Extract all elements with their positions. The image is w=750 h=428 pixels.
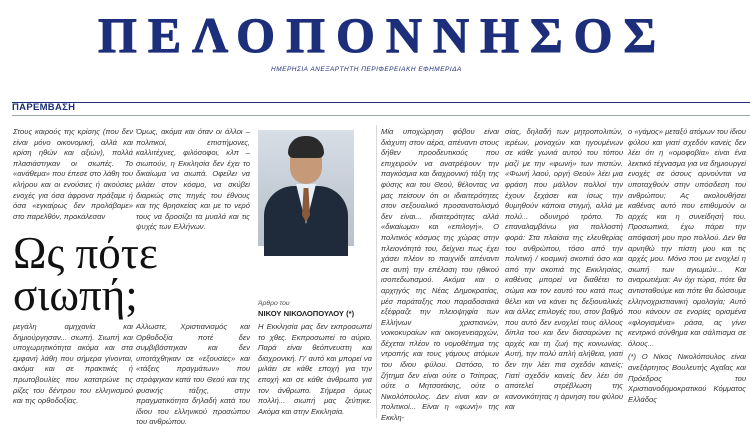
article-column-4 (381, 127, 499, 423)
article-column-6 (628, 127, 746, 417)
section-rule-lower (12, 115, 750, 116)
author-byline: ΝΙΚΟΥ ΝΙΚΟΛΟΠΟΥΛΟΥ (*) (258, 309, 355, 318)
article-paragraph: ο «γάμος» μεταξύ ατόμων του ίδιου φύλου και γιατί σχεδόν κανείς δεν λέει ότι η «ομοφοβία» είναι ένα λεκτικό τέχνασμα για να δημιουργεί ενοχές σε όσους αρνούνται να υποταχθούν στην υπόσδεση του ανθρώπου; Ας ακολουθήσει καθένας αυτό που επιθυμούν οι αρχές και η συνείδησή του. Προσωπικά, έχω πάρει την απόφασή μου προ πολλού. Δεν θα αρνηθώ την πίστη μου και τις αρχές μου. Μόνο που με ενοχλεί η σιωπή των αγιωμών... Και αναρωτιέμαι: Αν όχι τώρα, πότε θα αντισταθούμε και πότε θα δώσουμε ελληνοχριστιανική ομολογία; Αυτό που κάνουν σε ενορίες ορισμένα «φλογισμένα» ράσα, ας γίνει κεντρικό σύνθημα και σάλπισμα σε όλους... (628, 127, 746, 348)
article-column-5 (505, 127, 623, 417)
article-paragraph: Αλλωστε, Χριστιανισμός και Ορθοδοξία ποτέ δεν συμβιβάστηκαν και δεν υποτάχθηκαν σε «εξουσίες» και «τάξεις πραγμάτων» που στράφηκαν κατά του Θεού και της φυσικής τάξης, στην πραγματικότητα δηλαδή κατά του ίδιου του ελληνικού προσώπου του ανθρώπου. (136, 322, 250, 427)
article-headline: Ως πότε σιωπή; (13, 228, 158, 320)
article-paragraph: Στους καιρούς της κρίσης (που δεν είναι μόνο οικονομική, αλλά και κρίση ηθών και αξιών), πολλά πλασιάστηκαν οι σιωπές. Το «ανάθεμα» που έπεσε στο λάθη του κλήρου και οι ενούσιες ή ακούσιες ενοχές για όσα άφρονα πράξαμε ή όσα «εγκαίρως δεν προλάβαμε» στο παρελθόν, προκάλεσαν (13, 127, 133, 221)
column-divider (376, 125, 377, 418)
article-column-1-top (13, 127, 133, 227)
article-column-2-bottom (136, 322, 250, 427)
article-column-3-bottom (258, 322, 372, 418)
author-note: (*) Ο Νίκος Νικολόπουλος είναι ανεξάρτητος Βουλευτής Αχαΐας και Πρόεδρος του Χριστιανοδημοκρατικού Κόμματος Ελλάδος (628, 352, 746, 404)
photo-caption: Άρθρο του (258, 300, 290, 307)
author-photo (258, 130, 354, 246)
section-label: ΠΑΡΕΜΒΑΣΗ (12, 102, 76, 113)
newspaper-title: ΠΕΛΟΠΟΝΝΗΣΟΣ (98, 7, 668, 63)
article-paragraph: Όμως, ακόμα και όταν οι άλλοι – πολιτικοί, επιστήμονες, καλλιτέχνες, φιλόσοφοι, κλπ – σιωπούν, η Εκκλησία δεν έχει το δικαίωμα να σιωπά. Οφείλει να μιλάει στον κόσμο, να σκύβει διαρκώς στις πηγές του έθνους και της θρησκείας και με το νερό τους να δροσίζει τα μυαλά και τις ψυχές των Ελλήνων. (136, 127, 250, 232)
article-paragraph: Η Εκκλησία μας δεν εκπροσωπεί το χθες. Εκπροσωπεί το αύριο. Παρά είναι θεόπνευστη και διαχρονική. Γι' αυτό και μπορεί να μιλάει σε κάθε εποχή για την εποχή και σε κάθε άνθρωπο για τον άνθρωπο. Σήμερα όμως πολλή... σιωπή μας ζεύτηκε. Ακόμα και στην Εκκλησία. (258, 322, 372, 416)
masthead (0, 0, 750, 80)
section-rule (12, 102, 750, 103)
article-column-2-top (136, 127, 250, 232)
article-column-1-bottom (13, 322, 133, 418)
article-paragraph: μεγάλη αμηχανία και δημιούργησαν... σιωπή. Σιωπή και υποχωρητικότητα ακόμα και στα εμφανή λάθη που σήμερα γίνονται, ακόμα και σε πρακτικές ή πρωτοβουλίες που κατατρώνε τις ρίζες του δέντρου του ελληνισμού και της ορθοδοξίας. (13, 322, 133, 406)
article-paragraph: Μία υποχώρηση φόβου είναι διάχυτη στον αέρα, απέναντι στους δήθεν προοδευτικούς που επιχειρούν να ανατρέψουν την παγκόσμια και διαχρονική τάξη της φύσης και του Θεού, θέλοντας να μας πείσουν ότι οι ιδιαιτερότητες στον σεξουαλικό προσανατολισμό δεν είναι... ιδιαιτερότητες αλλά «δικαίωμα» και «επιλογή». Ο πολιτικός κόσμος της χώρας στην πλειονότητά του, δείχνει πως έχει χάσει πλέον το παιχνίδι απέναντι σε αυτή την επέλαση του ηθικού ισοπεδωτισμού. Ακόμα και ο αρχηγός της Νέας Δημοκρατίας, μέσ παράταξης που παραδοσιακά εξέφραζε την πλειοψηφία των Ελλήνων χριστιανών, νοικοκυραίων και οικογενειαρχών, δέχεται πλέον το νομοθέτημα της ντροπής και τους γάμους ατόμων του ίδιου φύλου. Ωστόσο, το ζήτημα δεν είναι ούτε ο Τσίπρας, ούτε ο Μητσοτάκης, ούτε ο Νικολόπουλος. Δεν είναι καν οι πολιτικοί... Είναι η «φωνή» της Εκκλη- (381, 127, 499, 423)
article-paragraph: σίας, δηλαδή των μητροπολιτών, ιερέων, μοναχών και ηγουμένων σε κάθε γωνιά αυτού του τόπου μαζί με την «φωνή» των πιστών. «Φωνή λαού, οργή Θεού» λέει μια φράση που μάλλον πολλοί την έχουν ξεχάσει και ίσως την θυμηθούν κάποια στιγμή, αλλά με πολύ... οδυνηρό τρόπο. Το επαναλαμβάνω για πολλοστή φορά: Στα πλαίσια της ελευθερίας του ανθρώπου, τόσο από την πολιτική / κοσμική σκοπιά όσο και από την σκοπιά της Εκκλησίας, καθένας μπορεί να διαθέτει το σώμα και τον εαυτό του κατά πως θέλει και να κάνει τις δεξιουαλικές και άλλες επιλογές του, στον βαθμό που αυτό δεν ενοχλεί τους άλλους δίπλα του και δεν διασαρώνει τις αρχές και τη ζωή της κοινωνίας. Αυτή, την πολύ απλή αλήθεια, γιατί δεν την λέει πια σχεδόν κανείς; Γιατί σχεδόν κανείς δεν λέει ότι αποτελεί στρέβλωση της κανονικότητας η άρνηση του φύλου και (505, 127, 623, 412)
newspaper-subtitle: ΗΜΕΡΗΣΙΑ ΑΝΕΞΑΡΤΗΤΗ ΠΕΡΙΦΕΡΕΙΑΚΗ ΕΦΗΜΕΡΙΔΑ (271, 66, 462, 73)
